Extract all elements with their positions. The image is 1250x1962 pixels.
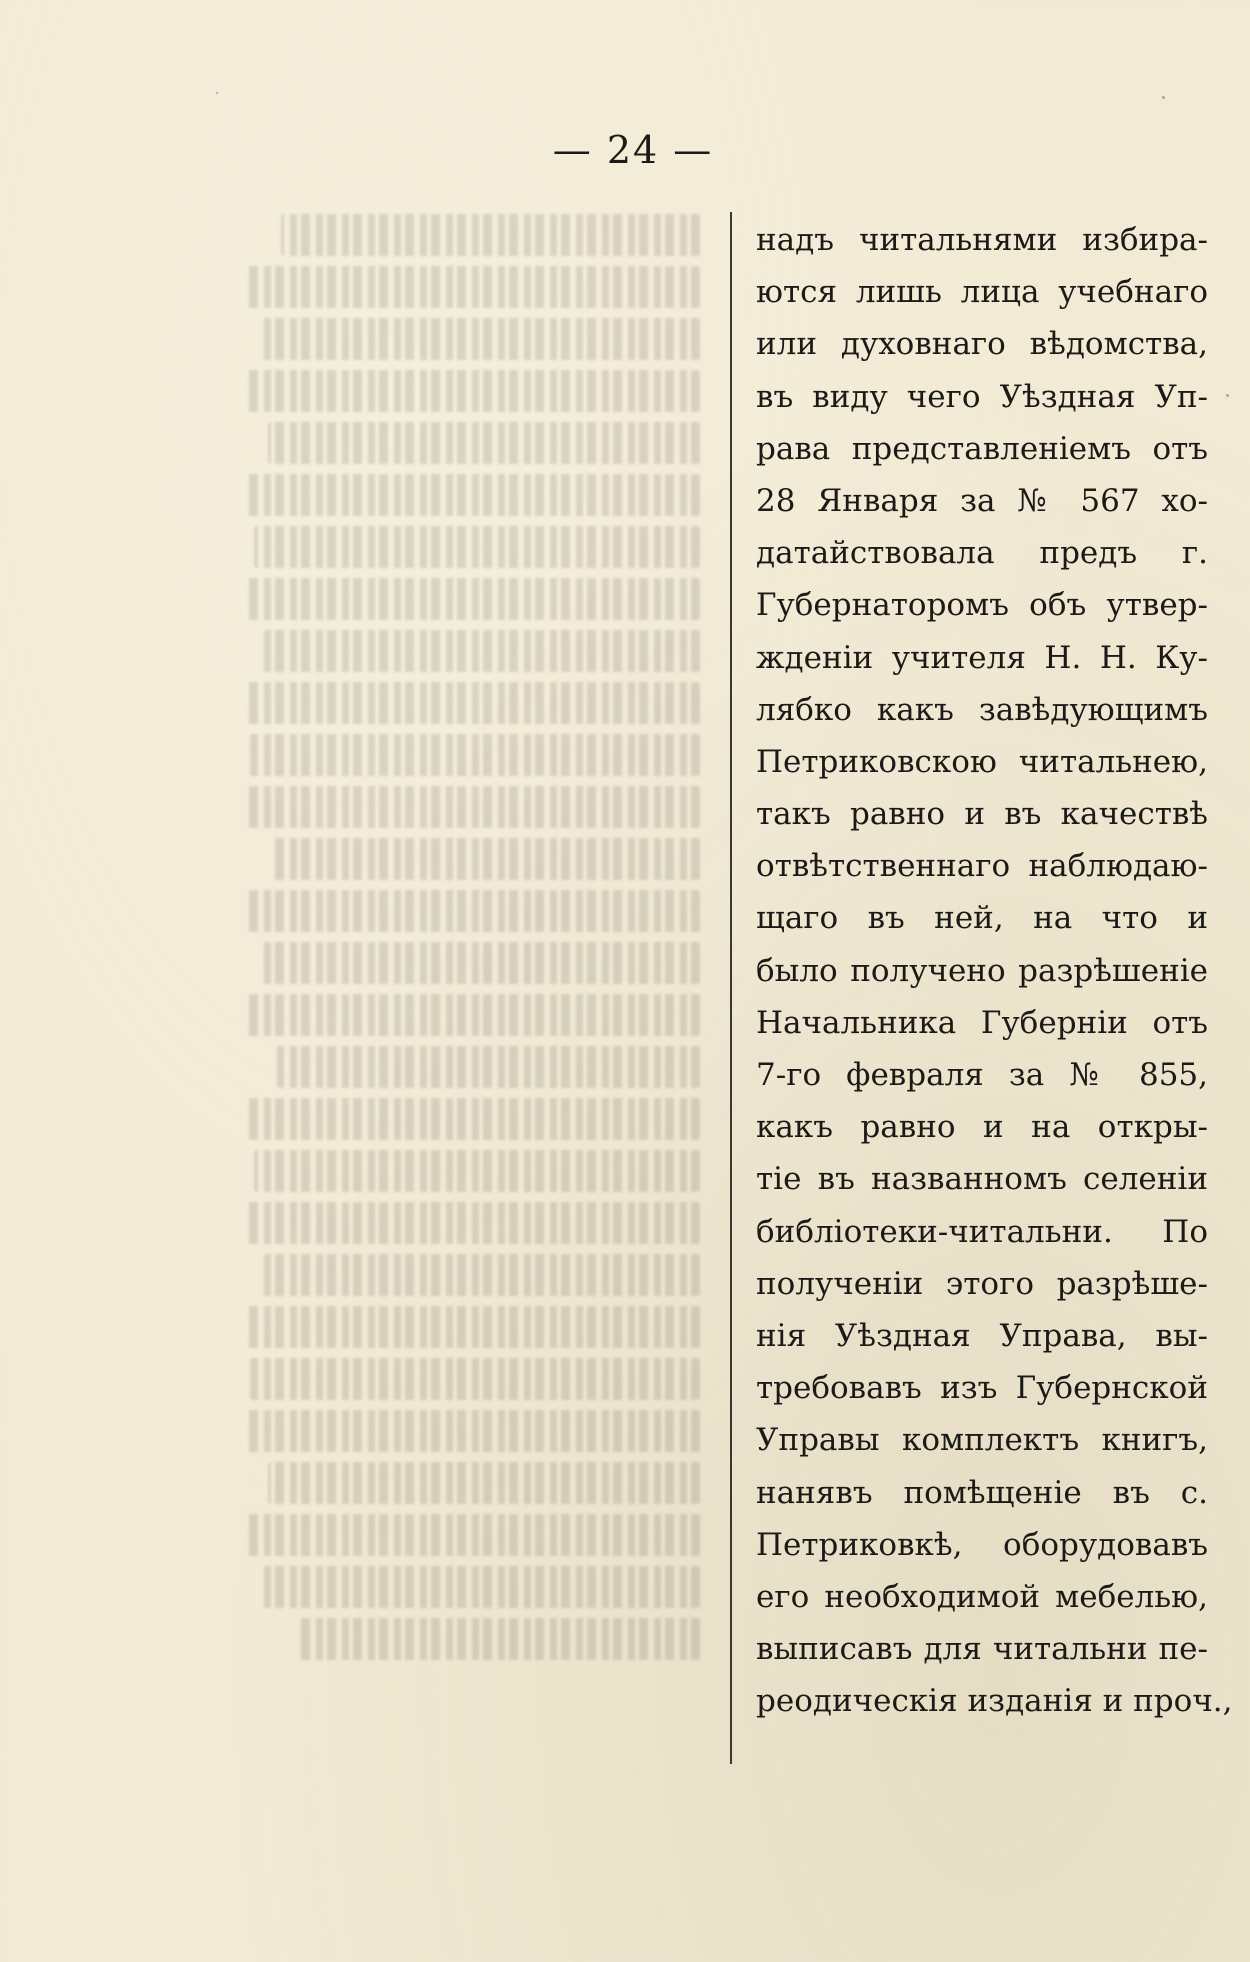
text-line: Петриковскою читальнею, [756, 743, 1208, 780]
paper-speck [1226, 394, 1229, 397]
text-line: лябко какъ завѣдующимъ [756, 691, 1208, 728]
text-line: его необходимой мебелью, [756, 1578, 1208, 1615]
page-number: — 24 — [552, 128, 714, 172]
text-line: выписавъ для читальни пе- [756, 1631, 1208, 1668]
main-text-column [756, 214, 1233, 1727]
text-line: Губернаторомъ объ утвер- [756, 587, 1208, 624]
text-line: было получено разрѣшеніе [756, 952, 1208, 989]
show-through-text [245, 214, 700, 1714]
paper-speck [216, 92, 218, 94]
text-line: рава представленіемъ отъ [756, 430, 1208, 467]
text-line: требовавъ изъ Губернской [756, 1370, 1208, 1407]
text-line: отвѣтственнаго наблюдаю- [756, 848, 1208, 885]
text-line: 7-го февраля за № 855, [756, 1057, 1208, 1093]
text-line: въ виду чего Уѣздная Уп- [756, 378, 1208, 415]
text-line: нанявъ помѣщеніе въ с. [756, 1474, 1208, 1511]
paper-speck [1162, 96, 1165, 99]
text-line: датайствовала предъ г. [756, 535, 1208, 572]
text-line: щаго въ ней, на что и [756, 900, 1208, 937]
text-line: жденіи учителя Н. Н. Ку- [756, 639, 1208, 676]
text-line: реодическія изданія и проч., [756, 1683, 1233, 1720]
text-line: ются лишь лица учебнаго [756, 274, 1208, 311]
column-divider [730, 212, 732, 1764]
text-line: Начальника Губерніи отъ [756, 1004, 1208, 1041]
text-line: какъ равно и на откры- [756, 1109, 1208, 1146]
text-line: нія Уѣздная Управа, вы- [756, 1317, 1208, 1354]
text-line: или духовнаго вѣдомства, [756, 326, 1208, 363]
text-line: тіе въ названномъ селеніи [756, 1161, 1208, 1198]
text-line: полученіи этого разрѣше- [756, 1265, 1208, 1302]
text-line: надъ читальнями избира- [756, 222, 1208, 258]
text-line: Петриковкѣ, оборудовавъ [756, 1526, 1208, 1563]
text-line: 28 Января за № 567 хо- [756, 482, 1208, 519]
text-line: библіотеки-читальни. По [756, 1213, 1208, 1250]
text-line: такъ равно и въ качествѣ [756, 796, 1208, 833]
text-line: Управы комплектъ книгъ, [756, 1422, 1208, 1459]
